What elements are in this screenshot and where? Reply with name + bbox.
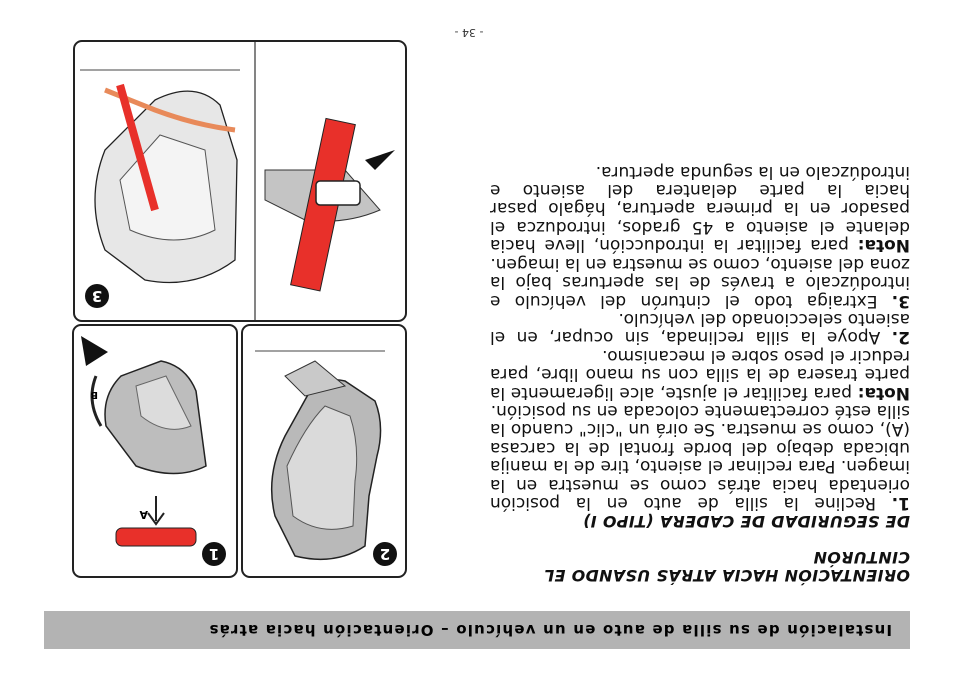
section-title: ORIENTACIÓN HACIA ATRÁS USANDO EL CINTURÓN <box>543 548 910 585</box>
note-text: para facilitar el ajuste, alce ligeramente la parte trasera de la silla con su mano libre, para reducir el peso sobre el mecanismo. <box>490 345 910 403</box>
instructions-column <box>490 162 910 584</box>
figure-3-panel <box>73 40 407 322</box>
step-text: Apoye la silla reclinada, sin ocupar, en el asiento seleccionado del vehículo. <box>490 308 910 348</box>
figure-1-panel <box>72 324 238 578</box>
figure-1-badge: 1 <box>202 542 226 566</box>
figure-2-panel <box>241 324 407 578</box>
step-number: 2. <box>891 327 910 348</box>
step-text: Extraiga todo el cinturón del vehículo e introdúzcalo a través de las aperturas bajo la zona del asiento, como se muestra en la imagen. <box>490 253 910 311</box>
figure-1-illustration <box>74 326 236 576</box>
figure-2-illustration <box>243 326 405 576</box>
figure-3-badge: 3 <box>85 284 109 308</box>
figure-3-illustration <box>75 42 405 320</box>
note-label: Nota: <box>857 382 910 403</box>
section-header-band: Instalación de su silla de auto en un vehículo – Orientación hacia atrás <box>44 611 910 649</box>
page-number: - 34 - <box>454 26 484 39</box>
step-3 <box>490 254 910 309</box>
step-2 <box>490 310 910 347</box>
note-label: Nota: <box>857 235 910 256</box>
note-text: para facilitar la introducción, lleve hacia delante el asiento a 45 grados, introduzca el pasador en la primera apertura, hágalo pasar hacia la parte delantera del asiento e introdúzcalo en la segunda apertura. <box>490 161 910 256</box>
step-text: Recline la silla de auto en la posición orientada hacia atrás como se muestra en la imagen. Para reclinar el asiento, tire de la manija ubicada debajo del borde frontal de la carcasa (A), como se muestra. Se oirá un "clic" cuando la silla esté correctamente colocada en su posición. <box>490 400 910 513</box>
step-1 <box>490 402 910 512</box>
step-number: 1. <box>891 493 910 513</box>
note-2 <box>490 162 910 254</box>
section-subtitle: DE SEGURIDAD DE CADERA (TIPO I) <box>582 512 910 531</box>
note-1 <box>490 346 910 401</box>
figure-1-label-a: A <box>139 508 148 521</box>
step-number: 3. <box>891 290 910 311</box>
figure-2-badge: 2 <box>373 542 397 566</box>
figure-1-label-b: B <box>90 389 98 400</box>
